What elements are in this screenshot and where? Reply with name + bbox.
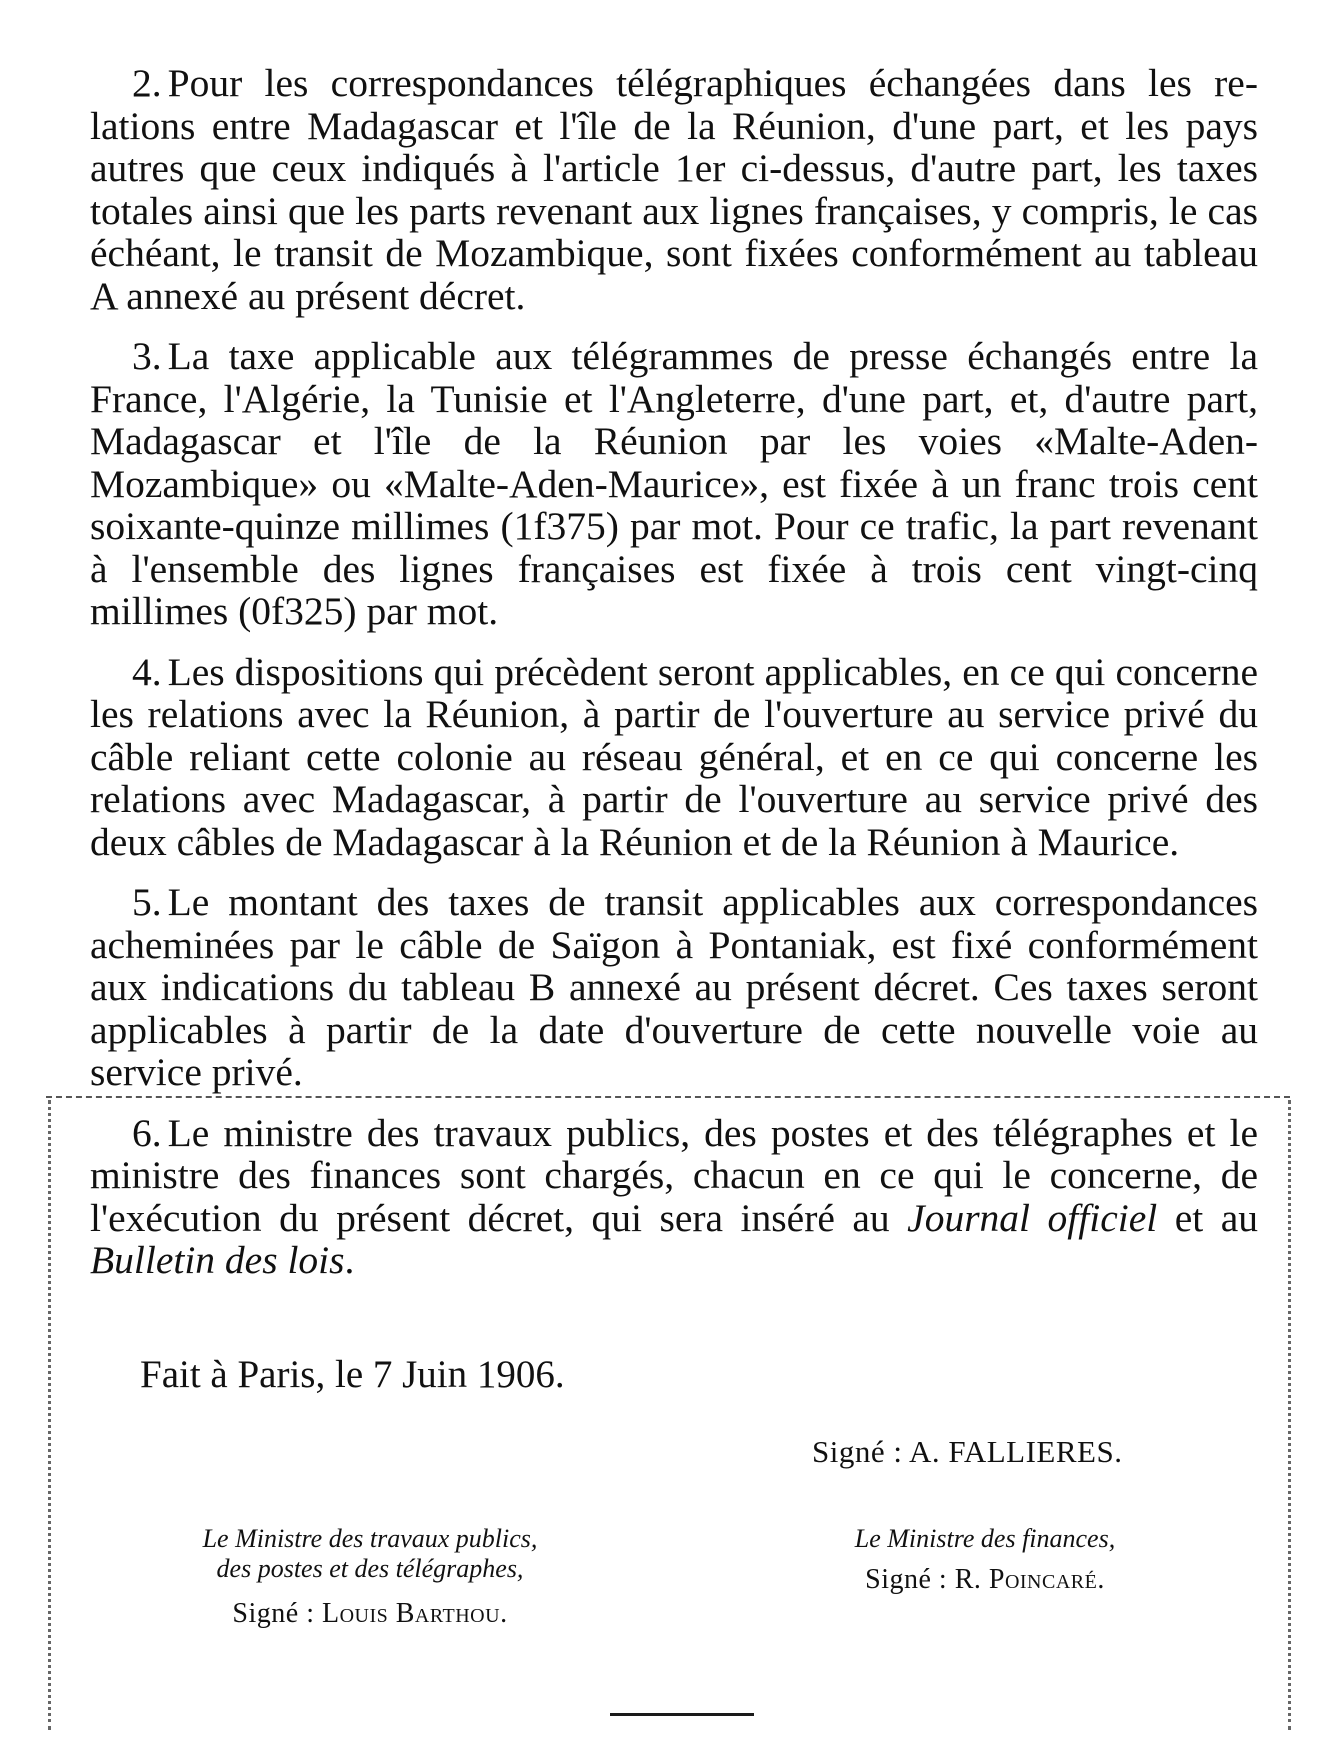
minister-name: R. Poincaré. [954, 1564, 1105, 1595]
article-number: 5. [132, 880, 162, 924]
article-number: 2. [132, 61, 162, 105]
article-3 [90, 335, 1258, 633]
signed-prefix: Signé : [865, 1564, 955, 1595]
article-number: 4. [132, 649, 162, 694]
left-edge-marks [48, 1100, 54, 1730]
president-signature: Signé : A. FALLIERES. [812, 1434, 1123, 1469]
minister-signed-line [820, 1564, 1150, 1596]
minister-title-line-2: des postes et des télégraphes, [216, 1554, 524, 1583]
minister-title-line-1: Le Ministre des travaux publics, [202, 1524, 538, 1553]
article-number: 6. [132, 1110, 162, 1155]
article-text: La taxe applicable aux télégrammes de presse échangés entre la France, l'Algérie, la Tunisie et l'Angleterre, d'une part, et, d'autre part, Madagascar et l'île de la Réunion par les voies «Malte-Aden-Mozambique» ou «Malte-Aden-Maurice», est fixée à un franc trois cent soixante-quinze millimes (1f375) par mot. Pour ce trafic, la part revenant à l'ensemble des lignes françaises est fixée à trois cent vingt-cinq millimes (0f325) par mot. [90, 334, 1258, 633]
article-5 [90, 881, 1258, 1094]
minister-signed-line [150, 1598, 590, 1630]
article-text-end: . [344, 1238, 355, 1282]
minister-title-line-1: Le Ministre des finances, [854, 1524, 1116, 1553]
minister-public-works-signature [150, 1524, 590, 1630]
article-4 [90, 651, 1258, 864]
closing-rule [610, 1713, 754, 1716]
article-number: 3. [132, 334, 162, 378]
minister-finance-signature [820, 1524, 1150, 1596]
date-line: Fait à Paris, le 7 Juin 1906. [140, 1353, 565, 1396]
article-text: Les dispositions qui précèdent seront applicables, en ce qui concerne les relations avec la Réunion, à partir de l'ouverture au service privé du câble reliant cette colonie au réseau général, et en ce qui concerne les relations avec Madagascar, à partir de l'ouverture au service privé des deux câbles de Madagascar à la Réunion et de la Réunion à Maurice. [90, 649, 1258, 864]
journal-officiel-title: Journal officiel [907, 1195, 1158, 1240]
minister-name: Louis Barthou. [321, 1598, 508, 1629]
article-text: Pour les correspondances télégraphiques échangées dans les relations entre Madagascar et l'île de la Réunion, d'une part, et les pays autres que ceux indiqués à l'article 1er ci-dessus, d'autre part, les taxes totales ainsi que les parts revenant aux lignes françaises, y compris, le cas échéant, le transit de Mozambique, sont fixées conformément au tableau A annexé au présent décret. [90, 61, 1258, 318]
article-text-connector: et au [1157, 1195, 1258, 1240]
bulletin-des-lois-title: Bulletin des lois [90, 1238, 345, 1282]
article-text: Le ministre des travaux publics, des postes et des télégraphes et le ministre des finances sont chargés, chacun en ce qui le concerne, de l'exécution du présent décret, qui sera inséré au [90, 1110, 1258, 1240]
article-text: Le montant des taxes de transit applicables aux correspondances acheminées par le câble de Saïgon à Pontaniak, est fixé conformément aux indications du tableau B annexé au présent décret. Ces taxes seront applicables à partir de la date d'ouverture de cette nouvelle voie au service privé. [90, 880, 1258, 1094]
signed-prefix: Signé : [232, 1598, 322, 1629]
decree-articles [90, 62, 1258, 1282]
article-2 [90, 62, 1258, 317]
article-6 [90, 1112, 1258, 1282]
right-edge-marks [1288, 1100, 1294, 1730]
